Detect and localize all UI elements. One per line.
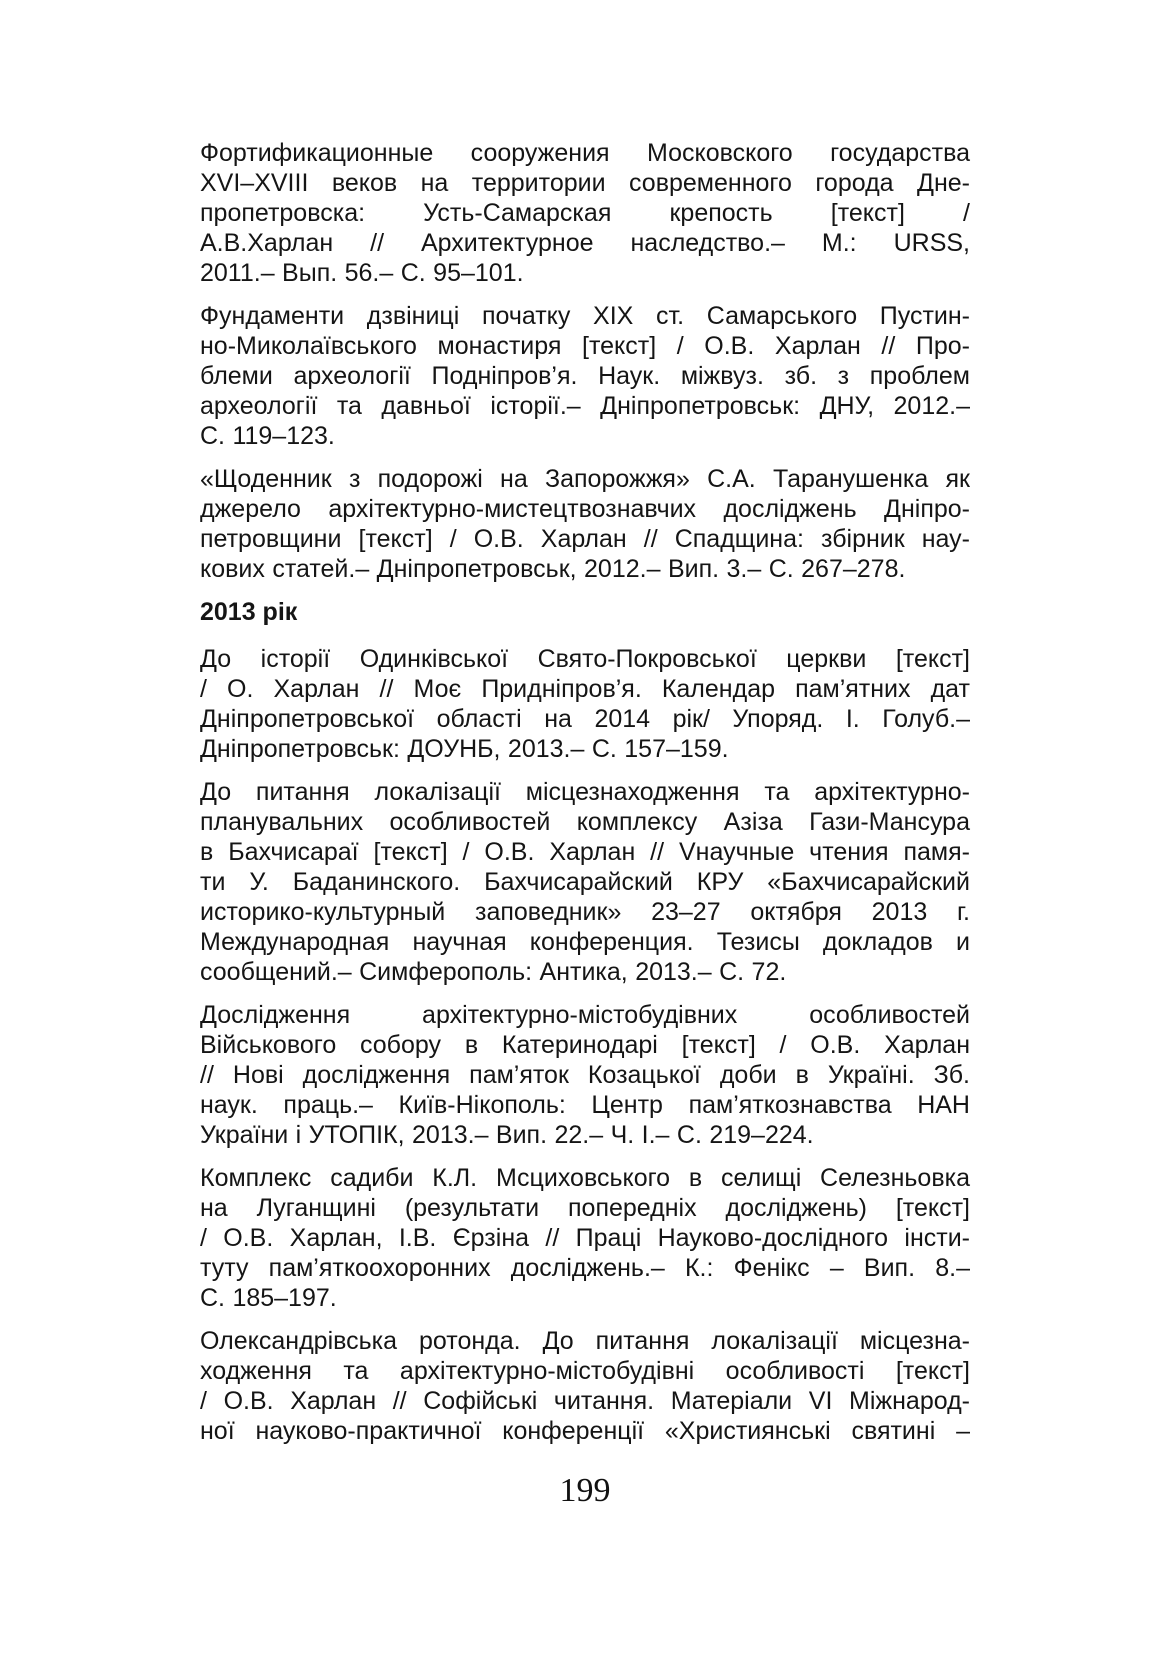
- text-line: / О.В. Харлан // Софійські читання. Матеріали VI Міжнарод-: [200, 1387, 970, 1415]
- page-number: 199: [559, 1472, 611, 1509]
- bibliography-entry: [200, 777, 970, 987]
- text-line: 2011.– Вып. 56.– С. 95–101.: [200, 259, 524, 287]
- year-heading: 2013 рік: [200, 598, 298, 626]
- text-line: Дніпропетровської області на 2014 рік/ Упоряд. І. Голуб.–: [200, 705, 970, 733]
- text-line: До історії Одинківської Свято-Покровської церкви [текст]: [200, 645, 970, 673]
- text-line: XVI–XVIII веков на территории современного города Дне-: [200, 169, 970, 197]
- bibliography-entry: [200, 138, 970, 288]
- bibliography-entry: [200, 644, 970, 764]
- text-line: Олександрівська ротонда. До питання локалізації місцезна-: [200, 1327, 970, 1355]
- text-line: ходження та архітектурно-містобудівні особливості [текст]: [200, 1357, 970, 1385]
- text-line: ти У. Баданинского. Бахчисарайский КРУ «Бахчисарайский: [200, 868, 970, 896]
- text-line: в Бахчисараї [текст] / О.В. Харлан // Vнаучные чтения памя-: [200, 838, 970, 866]
- text-line: на Луганщині (результати попередніх досліджень) [текст]: [200, 1194, 970, 1222]
- text-line: джерело архітектурно-мистецтвознавчих досліджень Дніпро-: [200, 495, 970, 523]
- bibliography-text: [200, 138, 970, 1459]
- text-line: До питання локалізації місцезнаходження та архітектурно-: [200, 778, 970, 806]
- text-line: Військового собору в Катеринодарі [текст] / О.В. Харлан: [200, 1031, 970, 1059]
- text-line: археології та давньої історії.– Дніпропетровськ: ДНУ, 2012.–: [200, 392, 970, 420]
- text-line: А.В.Харлан // Архитектурное наследство.– М.: URSS,: [200, 229, 970, 257]
- text-line: петровщини [текст] / О.В. Харлан // Спадщина: збірник нау-: [200, 525, 970, 553]
- text-line: України і УТОПІК, 2013.– Вип. 22.– Ч. І.– С. 219–224.: [200, 1121, 814, 1149]
- text-line: туту пам’яткоохоронних досліджень.– К.: Фенікс – Вип. 8.–: [200, 1254, 970, 1282]
- bibliography-entry: [200, 1163, 970, 1313]
- text-line: сообщений.– Симферополь: Антика, 2013.– С. 72.: [200, 958, 787, 986]
- text-line: // Нові дослідження пам’яток Козацької доби в Україні. Зб.: [200, 1061, 970, 1089]
- text-line: / О. Харлан // Моє Придніпров’я. Календар пам’ятних дат: [200, 675, 970, 703]
- text-line: Дніпропетровськ: ДОУНБ, 2013.– С. 157–159.: [200, 735, 729, 763]
- text-line: Фортификационные сооружения Московского государства: [200, 139, 970, 167]
- bibliography-entry: [200, 464, 970, 584]
- text-line: «Щоденник з подорожі на Запорожжя» С.А. Таранушенка як: [200, 465, 970, 493]
- text-line: планувальних особливостей комплексу Азіза Гази-Мансура: [200, 808, 970, 836]
- bibliography-entry: [200, 301, 970, 451]
- text-line: Фундаменти дзвіниці початку XIX ст. Самарського Пустин-: [200, 302, 970, 330]
- text-line: историко-культурный заповедник» 23–27 октября 2013 г.: [200, 898, 970, 926]
- text-line: ної науково-практичної конференції «Християнські святині –: [200, 1417, 970, 1445]
- text-line: Дослідження архітектурно-містобудівних особливостей: [200, 1001, 970, 1029]
- text-line: блеми археології Подніпров’я. Наук. міжвуз. зб. з проблем: [200, 362, 970, 390]
- text-line: С. 119–123.: [200, 422, 335, 450]
- bibliography-entry: [200, 1000, 970, 1150]
- text-line: пропетровска: Усть-Самарская крепость [текст] /: [200, 199, 970, 227]
- text-line: С. 185–197.: [200, 1284, 337, 1312]
- text-line: Международная научная конференция. Тезисы докладов и: [200, 928, 970, 956]
- text-line: но-Миколаївського монастиря [текст] / О.В. Харлан // Про-: [200, 332, 970, 360]
- text-line: Комплекс садиби К.Л. Мсциховського в селищі Селезньовка: [200, 1164, 970, 1192]
- bibliography-entry: [200, 1326, 970, 1446]
- text-line: кових статей.– Дніпропетровськ, 2012.– Вип. 3.– С. 267–278.: [200, 555, 906, 583]
- text-line: / О.В. Харлан, І.В. Єрзіна // Праці Науково-дослідного інсти-: [200, 1224, 970, 1252]
- text-line: наук. праць.– Київ-Нікополь: Центр пам’яткознавства НАН: [200, 1091, 970, 1119]
